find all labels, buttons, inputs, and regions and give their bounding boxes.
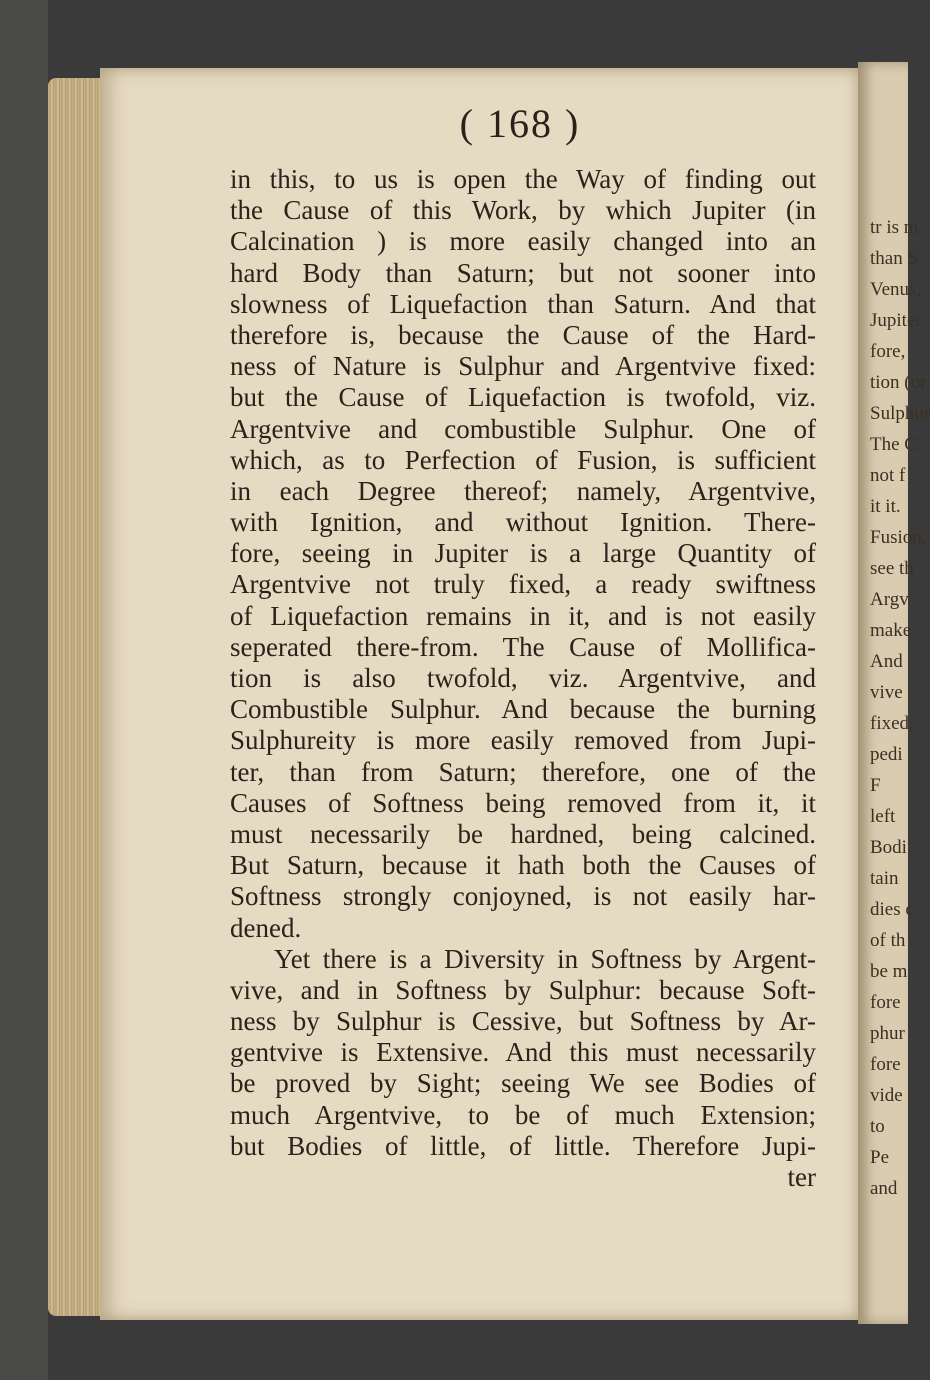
text-line: which, as to Perfection of Fusion, is sufficient — [230, 444, 816, 475]
text-line: be proved by Sight; seeing We see Bodies of — [230, 1068, 816, 1099]
facing-page-fragment-line: tr is m — [870, 217, 919, 238]
text-line: slowness of Liquefaction than Saturn. And that — [230, 288, 816, 319]
text-line: of Liquefaction remains in it, and is not easily — [230, 600, 816, 631]
facing-page-fragment-line: fixed, — [870, 713, 914, 734]
facing-page-fragment-line: see th — [870, 558, 914, 579]
facing-page-fragment-line: Argv — [870, 589, 909, 610]
facing-page-fragment-line: left — [870, 806, 896, 827]
facing-page-fragment-line: not f — [870, 465, 906, 486]
page-number: ( 168 ) — [459, 101, 581, 146]
facing-page-fragment-line: fore, — [870, 341, 906, 362]
text-line: in each Degree thereof; namely, Argentvive, — [230, 475, 816, 506]
text-line: ness by Sulphur is Cessive, but Softness by Ar- — [230, 1006, 816, 1037]
facing-page-fragment-line: it it. — [870, 496, 901, 517]
facing-page-fragment-line: Jupiter — [870, 310, 922, 331]
facing-page-fragment-line: Sulphur — [870, 403, 930, 424]
facing-page-fragment-line: Fusion, — [870, 527, 927, 548]
text-line: but Bodies of little, of little. Therefore Jupi- — [230, 1130, 816, 1161]
text-line: Causes of Softness being removed from it, it — [230, 787, 816, 818]
text-line: Argentvive not truly fixed, a ready swiftness — [230, 569, 816, 600]
text-line: ter, than from Saturn; therefore, one of the — [230, 756, 816, 787]
text-line: hard Body than Saturn; but not sooner into — [230, 257, 816, 288]
facing-page-fragment-line: vive — [870, 682, 903, 703]
facing-page-fragment-line: fore — [870, 1054, 901, 1075]
facing-page-fragment-line: tion (or — [870, 372, 927, 393]
facing-page-fragment-line: than S — [870, 248, 919, 269]
facing-page-fragment-line: F — [870, 775, 881, 796]
text-line: Yet there is a Diversity in Softness by Argent- — [274, 943, 816, 974]
facing-page-fragment-line: dies c — [870, 899, 914, 920]
facing-page-fragment-line: Pe — [870, 1147, 889, 1168]
text-line: in this, to us is open the Way of finding out — [230, 164, 816, 194]
text-line: with Ignition, and without Ignition. There- — [230, 507, 816, 538]
facing-page-fragment-line: of th — [870, 930, 906, 951]
catchword: ter — [787, 1162, 816, 1192]
text-line: the Cause of this Work, by which Jupiter (in — [230, 195, 816, 226]
facing-page-fragment-line: phur — [870, 1023, 905, 1044]
facing-page-fragment-line: be m — [870, 961, 908, 982]
text-line: seperated there-from. The Cause of Mollifica- — [230, 631, 816, 662]
text-line: vive, and in Softness by Sulphur: because Soft- — [230, 974, 816, 1005]
text-line: Calcination ) is more easily changed into an — [230, 226, 816, 257]
facing-page-fragment-line: and — [870, 1178, 898, 1199]
text-line: dened. — [230, 912, 302, 943]
text-line: But Saturn, because it hath both the Causes of — [230, 850, 816, 881]
body-text — [230, 164, 816, 1204]
facing-page-text — [858, 62, 930, 1204]
facing-page-fragment-line: tain — [870, 868, 899, 889]
text-line: ness of Nature is Sulphur and Argentvive fixed: — [230, 351, 816, 382]
facing-page-fragment-line: make — [870, 620, 912, 641]
text-line: Argentvive and combustible Sulphur. One of — [230, 413, 816, 444]
text-line: Softness strongly conjoyned, is not easily har- — [230, 881, 816, 912]
facing-page-fragment-line: pedi — [870, 744, 903, 765]
text-line: tion is also twofold, viz. Argentvive, and — [230, 663, 816, 693]
text-line: therefore is, because the Cause of the Hard- — [230, 319, 816, 350]
facing-page-fragment-line: vide — [870, 1085, 903, 1106]
facing-page-fragment-line: Venus, — [870, 279, 922, 300]
text-line: must necessarily be hardned, being calcined. — [230, 818, 816, 849]
text-line: much Argentvive, to be of much Extension; — [230, 1099, 816, 1130]
facing-page-fragment — [858, 62, 930, 1324]
book-fore-edge — [48, 78, 106, 1316]
text-line: Combustible Sulphur. And because the burning — [230, 694, 816, 725]
facing-page-fragment-line: And — [870, 651, 903, 672]
text-line: Sulphureity is more easily removed from Jupi- — [230, 725, 816, 756]
text-line: gentvive is Extensive. And this must necessarily — [230, 1037, 816, 1068]
text-line: but the Cause of Liquefaction is twofold, viz. — [230, 382, 816, 413]
text-line: fore, seeing in Jupiter is a large Quantity of — [230, 538, 816, 569]
facing-page-fragment-line: to — [870, 1116, 885, 1137]
facing-page-fragment-line: The C — [870, 434, 917, 455]
facing-page-fragment-line: Bodi — [870, 837, 907, 858]
facing-page-fragment-line: fore — [870, 992, 901, 1013]
